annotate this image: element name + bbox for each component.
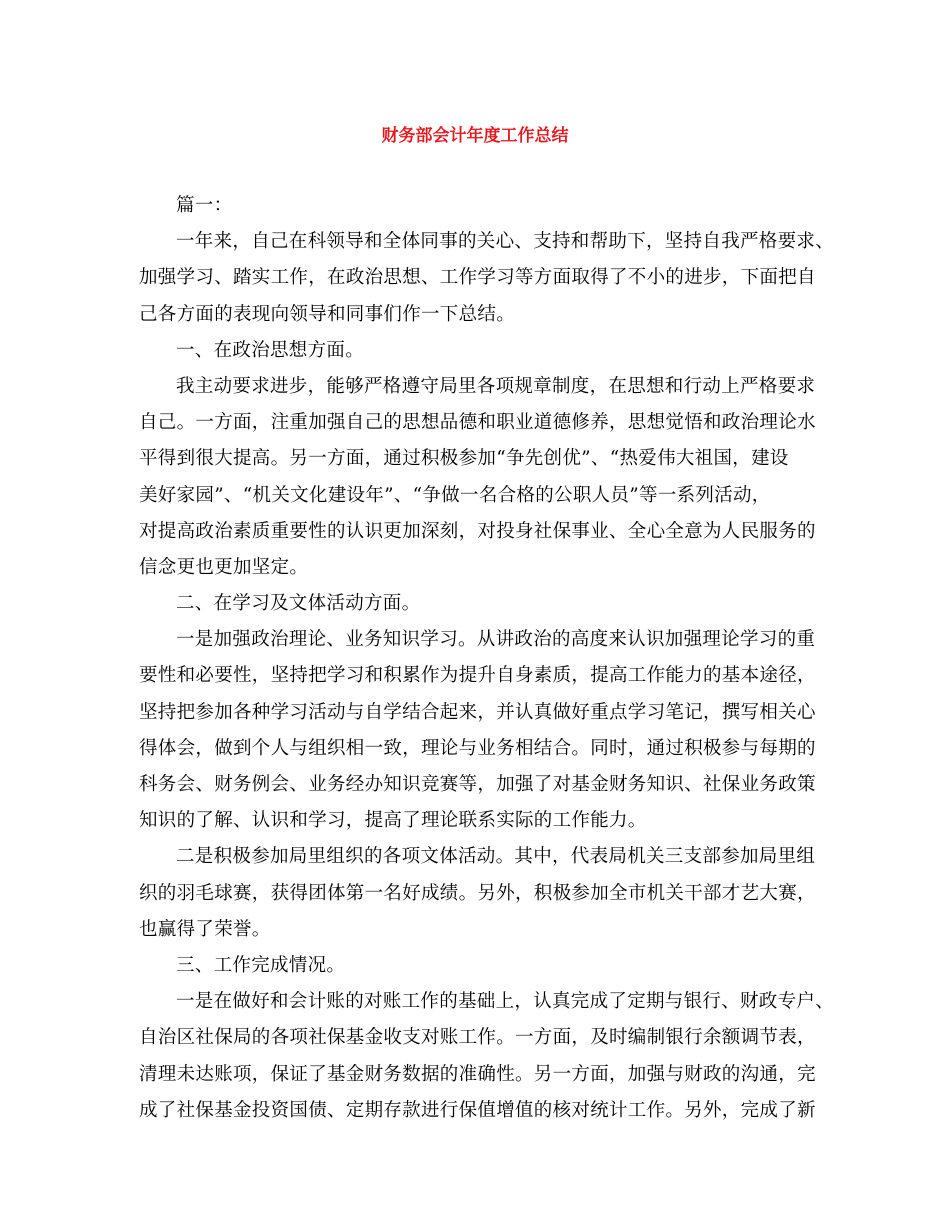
paragraph-line: 信念更也更加坚定。 [139, 556, 309, 578]
paragraph-line: 自己。一方面，注重加强自己的思想品德和职业道德修养，思想觉悟和政治理论水 [139, 412, 816, 434]
paragraph-first-line: 一是在做好和会计账的对账工作的基础上，认真完成了定期与银行、财政专户、 [176, 991, 835, 1013]
paragraph-line: 对提高政治素质重要性的认识更加深刻，对投身社保事业、全心全意为人民服务的 [139, 520, 816, 542]
paragraph-first-line: 一年来，自己在科领导和全体同事的关心、支持和帮助下，坚持自我严格要求、 [176, 231, 835, 253]
paragraph-first-line: 一、在政治思想方面。 [176, 339, 365, 361]
document-title: 财务部会计年度工作总结 [381, 126, 569, 146]
paragraph-line: 也赢得了荣誉。 [139, 918, 271, 940]
paragraph-line: 织的羽毛球赛，获得团体第一名好成绩。另外，积极参加全市机关干部才艺大赛， [139, 882, 816, 904]
paragraph-line: 得体会，做到个人与组织相一致，理论与业务相结合。同时，通过积极参与每期的 [139, 737, 816, 759]
paragraph-first-line: 三、工作完成情况。 [176, 954, 346, 976]
paragraph-line: 平得到很大提高。另一方面，通过积极参加“争先创优”、“热爱伟大祖国，建设 [139, 448, 789, 470]
paragraph-line: 知识的了解、认识和学习，提高了理论联系实际的工作能力。 [139, 810, 647, 832]
paragraph-first-line: 篇一： [176, 195, 233, 216]
paragraph-first-line: 二是积极参加局里组织的各项文体活动。其中，代表局机关三支部参加局里组 [176, 846, 816, 868]
paragraph-line: 美好家园”、“机关文化建设年”、“争做一名合格的公职人员”等一系列活动， [139, 484, 771, 506]
paragraph-line: 清理未达账项，保证了基金财务数据的准确性。另一方面，加强与财政的沟通，完 [139, 1063, 816, 1085]
paragraph-first-line: 我主动要求进步，能够严格遵守局里各项规章制度，在思想和行动上严格要求 [176, 375, 816, 397]
paragraph-first-line: 一是加强政治理论、业务知识学习。从讲政治的高度来认识加强理论学习的重 [176, 629, 816, 651]
paragraph-line: 加强学习、踏实工作，在政治思想、工作学习等方面取得了不小的进步，下面把自 [139, 267, 816, 289]
paragraph-line: 自治区社保局的各项社保基金收支对账工作。一方面，及时编制银行余额调节表， [139, 1027, 816, 1049]
paragraph-line: 坚持把参加各种学习活动与自学结合起来，并认真做好重点学习笔记，撰写相关心 [139, 701, 816, 723]
paragraph-line: 科务会、财务例会、业务经办知识竞赛等，加强了对基金财务知识、社保业务政策 [139, 774, 816, 795]
paragraph-line: 己各方面的表现向领导和同事们作一下总结。 [139, 303, 516, 325]
paragraph-line: 成了社保基金投资国债、定期存款进行保值增值的核对统计工作。另外，完成了新 [139, 1099, 816, 1121]
paragraph-first-line: 二、在学习及文体活动方面。 [176, 593, 421, 615]
document-body [139, 188, 835, 1129]
paragraph-line: 要性和必要性，坚持把学习和积累作为提升自身素质，提高工作能力的基本途径， [139, 665, 816, 687]
